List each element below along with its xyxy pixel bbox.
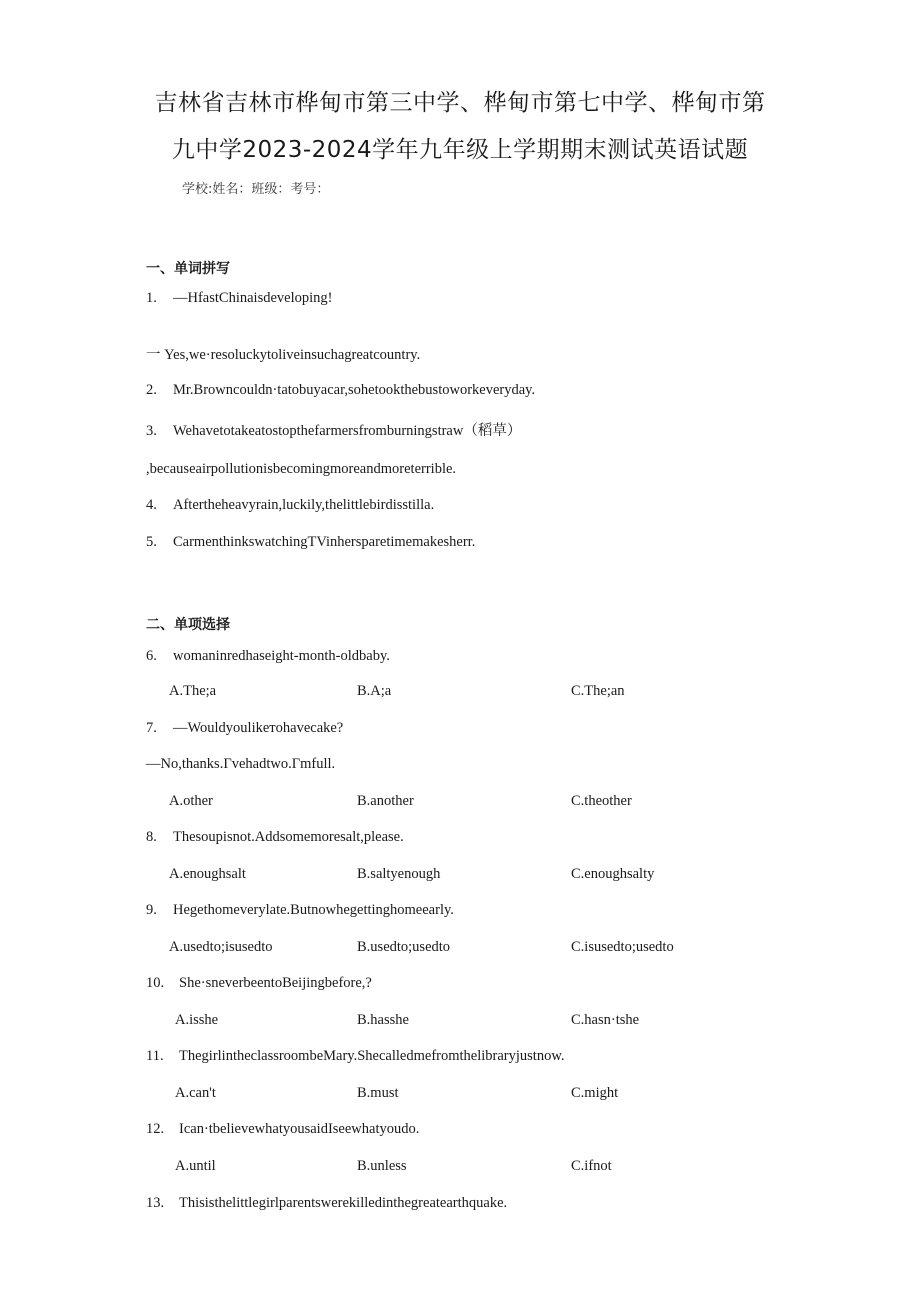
question-number: 7. [146,720,157,736]
option-a: A.enoughsalt [169,866,246,882]
option-c: C.might [571,1085,619,1101]
question-text: ThegirlintheclassroombeMary.Shecalledmefromthelibraryjustnow. [179,1048,565,1064]
question-7-reply: —No,thanks.Γvehadtwo.Γmfull. [146,756,336,772]
question-text: Thisisthelittlegirlparentswerekilledinthegreatearthquake. [179,1195,508,1211]
option-a: A.isshe [175,1012,219,1028]
question-text: Mr.Browncouldn·tatobuyacar,sohetookthebustoworkeveryday. [173,382,536,398]
question-number: 1. [146,290,157,306]
question-number: 10. [146,975,165,991]
question-13 [146,1195,507,1212]
question-number: 4. [146,497,157,513]
question-number: 2. [146,382,157,398]
question-number: 12. [146,1121,165,1137]
option-a: A.until [175,1158,216,1174]
question-number: 3. [146,423,157,439]
option-c: C.hasn·tshe [571,1012,640,1028]
section-heading-spelling: 一、单词拼写 [146,261,230,277]
question-3-continued: ,becauseairpollutionisbecomingmoreandmoreterrible. [146,461,457,477]
question-1-reply: 一 Yes,we·resoluckytoliveinsuchagreatcountry. [146,347,421,363]
question-4 [146,497,434,514]
question-number: 6. [146,648,157,664]
question-6 [146,648,390,665]
section-heading-choice: 二、单项选择 [146,617,230,633]
question-text: Wehavetotakeatostopthefarmersfromburningstraw（稻草） [173,423,522,439]
option-b: B.unless [357,1158,407,1174]
question-11 [146,1048,564,1065]
question-text: Thesoupisnot.Addsomemoresalt,please. [173,829,404,845]
option-b: B.hasshe [357,1012,409,1028]
option-a: A.usedto;isusedto [169,939,273,955]
question-text: —Wouldyoulikeтohavecake? [173,720,344,736]
question-text: She·sneverbeentoBeijingbefore,? [179,975,372,991]
question-7 [146,720,343,737]
question-text: Aftertheheavyrain,luckily,thelittlebirdisstilla. [173,497,435,513]
question-5 [146,534,475,551]
question-number: 9. [146,902,157,918]
question-9 [146,902,454,919]
option-a: A.The;a [169,683,217,699]
question-3 [146,419,521,440]
question-2 [146,382,535,399]
option-c: C.isusedto;usedto [571,939,674,955]
option-b: B.saltyenough [357,866,441,882]
question-text: —HfastChinaisdeveloping! [173,290,333,306]
exam-title-line1: 吉林省吉林市桦甸市第三中学、桦甸市第七中学、桦甸市第 [154,90,766,116]
option-b: B.A;a [357,683,392,699]
option-b: B.must [357,1085,399,1101]
student-info-line: 学校:姓名：班级：考号： [182,182,330,197]
question-text: CarmenthinkswatchingTVinhersparetimemakesherr. [173,534,476,550]
question-1 [146,290,332,307]
option-c: C.enoughsalty [571,866,655,882]
question-10 [146,975,372,992]
question-number: 5. [146,534,157,550]
question-number: 13. [146,1195,165,1211]
question-8 [146,829,404,846]
question-text: Hegethomeverylate.Butnowhegettinghomeearly. [173,902,454,918]
question-text: womaninredhaseight-month-oldbaby. [173,648,390,664]
option-b: B.another [357,793,414,809]
option-a: A.can't [175,1085,216,1101]
option-a: A.other [169,793,213,809]
question-number: 8. [146,829,157,845]
exam-title-line2: 九中学2023-2024学年九年级上学期期末测试英语试题 [171,137,749,163]
option-c: C.The;an [571,683,625,699]
option-c: C.ifnot [571,1158,612,1174]
option-c: C.theother [571,793,632,809]
question-text: Ican·tbelievewhatyousaidIseewhatyoudo. [179,1121,420,1137]
question-12 [146,1121,419,1138]
question-number: 11. [146,1048,164,1064]
option-b: B.usedto;usedto [357,939,451,955]
